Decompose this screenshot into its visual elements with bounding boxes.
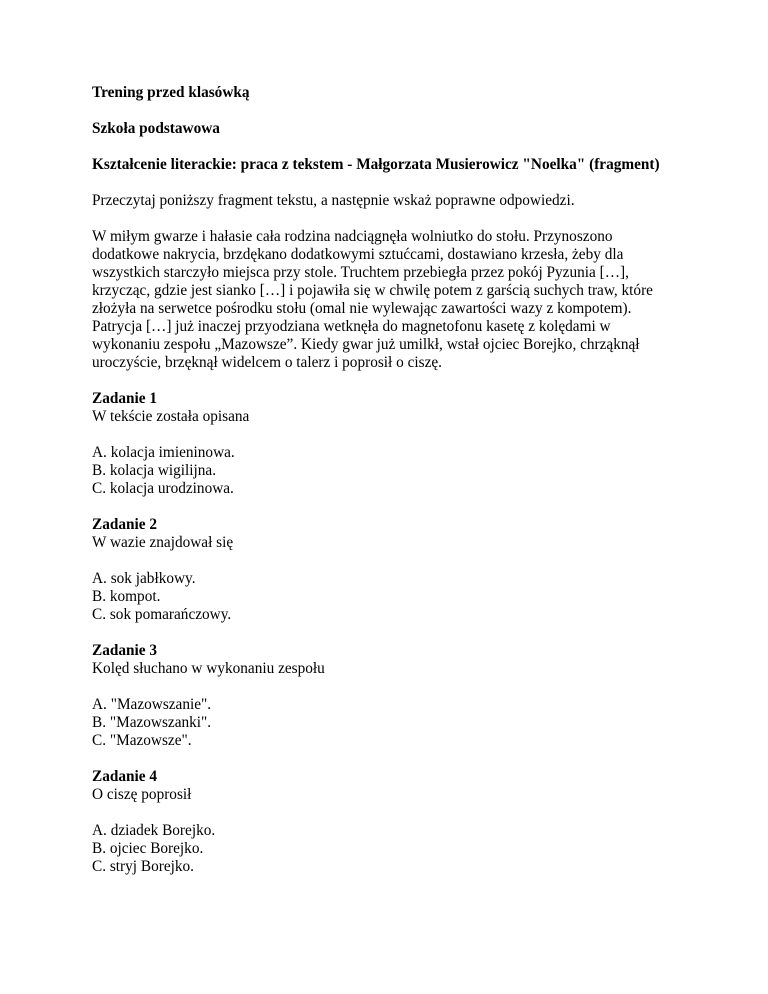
answer-option-c: C. stryj Borejko.: [92, 858, 194, 875]
document-title: Trening przed klasówką: [92, 84, 250, 101]
answer-options: [92, 444, 712, 498]
answer-option-c: C. kolacja urodzinowa.: [92, 480, 234, 497]
task-1: [92, 390, 712, 498]
answer-options: [92, 696, 712, 750]
task-title: Zadanie 1: [92, 390, 158, 407]
passage-line: Patrycja […] już inaczej przyodziana wetknęła do magnetofonu kasetę z kolędami w: [92, 318, 611, 335]
answer-option-c: C. "Mazowsze".: [92, 732, 192, 749]
task-title: Zadanie 4: [92, 768, 158, 785]
answer-options: [92, 570, 712, 624]
passage-line: uroczyście, brzęknął widelcem o talerz i poprosił o ciszę.: [92, 354, 442, 371]
passage-line: wszystkich starczyło miejsca przy stole. Truchtem przebiegła przez pokój Pyzunia […],: [92, 264, 629, 281]
answer-option-b: B. kolacja wigilijna.: [92, 462, 217, 479]
text-passage: [92, 228, 712, 372]
task-question: O ciszę poprosił: [92, 786, 192, 803]
document-page: [92, 84, 712, 876]
task-title: Zadanie 3: [92, 642, 158, 659]
instruction-text: Przeczytaj poniższy fragment tekstu, a następnie wskaż poprawne odpowiedzi.: [92, 192, 575, 209]
passage-line: dodatkowe nakrycia, brzdękano dodatkowymi sztućcami, dostawiano krzesła, żeby dla: [92, 246, 624, 263]
school-level: Szkoła podstawowa: [92, 120, 220, 137]
answer-option-a: A. "Mazowszanie".: [92, 696, 212, 713]
task-question: W wazie znajdował się: [92, 534, 234, 551]
passage-line: krzycząc, gdzie jest sianko […] i pojawiła się w chwilę potem z garścią suchych traw, które: [92, 282, 653, 299]
answer-option-b: B. "Mazowszanki".: [92, 714, 212, 731]
task-4: [92, 768, 712, 876]
topic-heading: Kształcenie literackie: praca z tekstem - Małgorzata Musierowicz "Noelka" (fragment): [92, 156, 660, 173]
answer-option-a: A. kolacja imieninowa.: [92, 444, 235, 461]
task-question: Kolęd słuchano w wykonaniu zespołu: [92, 660, 325, 677]
answer-option-b: B. ojciec Borejko.: [92, 840, 204, 857]
task-3: [92, 642, 712, 750]
passage-line: złożyła na serwetce pośrodku stołu (omal nie wylewając zawartości wazy z kompotem).: [92, 300, 632, 317]
answer-option-b: B. kompot.: [92, 588, 161, 605]
passage-line: W miłym gwarze i hałasie cała rodzina nadciągnęła wolniutko do stołu. Przynoszono: [92, 228, 613, 245]
task-2: [92, 516, 712, 624]
task-question: W tekście została opisana: [92, 408, 250, 425]
answer-option-c: C. sok pomarańczowy.: [92, 606, 232, 623]
answer-options: [92, 822, 712, 876]
answer-option-a: A. sok jabłkowy.: [92, 570, 196, 587]
answer-option-a: A. dziadek Borejko.: [92, 822, 216, 839]
task-title: Zadanie 2: [92, 516, 158, 533]
passage-line: wykonaniu zespołu „Mazowsze”. Kiedy gwar już umilkł, wstał ojciec Borejko, chrząknął: [92, 336, 640, 353]
